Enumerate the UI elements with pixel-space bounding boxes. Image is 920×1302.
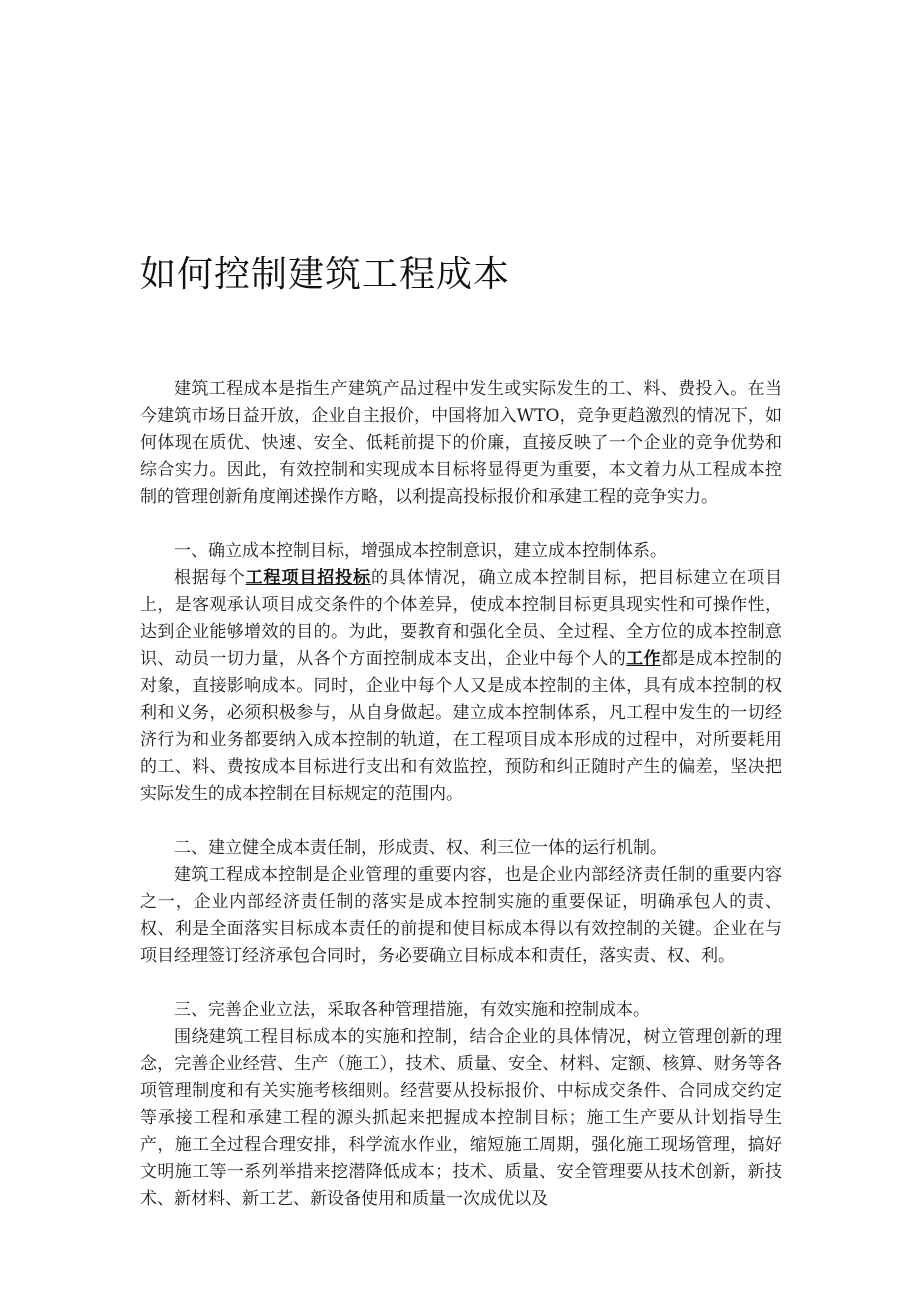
section-1-text-post: 都是成本控制的对象，直接影响成本。同时，企业中每个人又是成本控制的主体，具有成本控制的权利和义务，必须积极参与，从自身做起。建立成本控制体系，凡工程中发生的一切经济行为和业务都要纳入成本控制的轨道，在工程项目成本形成的过程中，对所要耗用的工、料、费按成本目标进行支出和有效监控，预防和纠正随时产生的偏差，坚决把实际发生的成本控制在目标规定的范围内。	[140, 649, 783, 804]
work-link[interactable]: 工作	[626, 649, 661, 669]
section-1-heading: 一、确立成本控制目标，增强成本控制意识，建立成本控制体系。	[174, 541, 667, 561]
document-body	[140, 376, 782, 1213]
intro-paragraph: 建筑工程成本是指生产建筑产品过程中发生或实际发生的工、料、费投入。在当今建筑市场日益开放，企业自主报价，中国将加入WTO，竞争更趋激烈的情况下，如何体现在质优、快速、安全、低耗前提下的价廉，直接反映了一个企业的竞争优势和综合实力。因此，有效控制和实现成本目标将显得更为重要，本文着力从工程成本控制的管理创新角度阐述操作方略，以利提高投标报价和承建工程的竞争实力。	[140, 379, 782, 507]
section-3-heading: 三、完善企业立法，采取各种管理措施，有效实施和控制成本。	[174, 1000, 650, 1020]
section-2-paragraph: 建筑工程成本控制是企业管理的重要内容，也是企业内部经济责任制的重要内容之一，企业内部经济责任制的落实是成本控制实施的重要保证，明确承包人的责、权、利是全面落实目标成本责任的前提和使目标成本得以有效控制的关键。企业在与项目经理签订经济承包合同时，务必要确立目标成本和责任，落实责、权、利。	[140, 865, 782, 966]
section-1-text-mid: 的具体情况，确立成本控制目标，把目标建立在项目上，是客观承认项目成交条件的个体差异，使成本控制目标更具现实性和可操作性，达到企业能够增效的目的。为此，要教育和强化全员、全过程、全方位的成本控制意识、动员一切力量，从各个方面控制成本支出，企业中每个人的	[140, 568, 783, 669]
document-title: 如何控制建筑工程成本	[140, 254, 511, 295]
section-3-paragraph: 围绕建筑工程目标成本的实施和控制，结合企业的具体情况，树立管理创新的理念，完善企业经营、生产（施工），技术、质量、安全、材料、定额、核算、财务等各项管理制度和有关实施考核细则。经营要从投标报价、中标成交条件、合同成交约定等承接工程和承建工程的源头抓起来把握成本控制目标；施工生产要从计划指导生产，施工全过程合理安排，科学流水作业，缩短施工周期，强化施工现场管理，搞好文明施工等一系列举措来挖潜降低成本；技术、质量、安全管理要从技术创新，新技术、新材料、新工艺、新设备使用和质量一次成优以及	[140, 1027, 782, 1209]
section-1-text-pre: 根据每个	[174, 568, 246, 588]
section-2-heading: 二、建立健全成本责任制，形成责、权、利三位一体的运行机制。	[174, 838, 667, 858]
project-bidding-link[interactable]: 工程项目招投标	[245, 568, 372, 588]
section-1-paragraph	[140, 565, 782, 808]
